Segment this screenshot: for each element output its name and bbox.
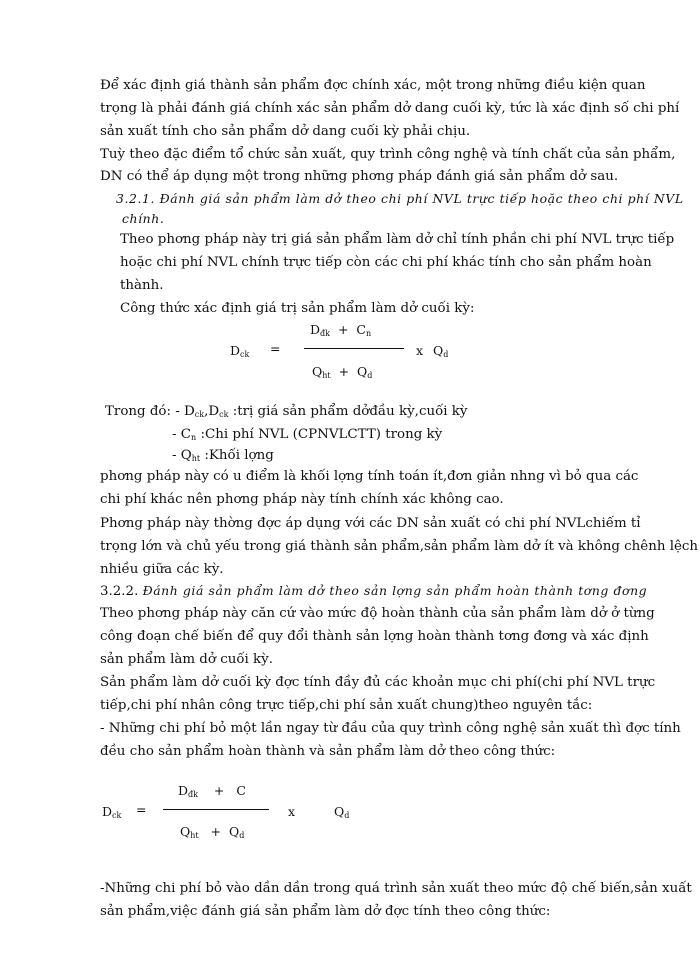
intro-line-1: Để xác định giá thành sản phẩm đợc chính xác, một trong những điều kiện quan bbox=[100, 78, 646, 93]
after-line-1: phơng pháp này có u điểm là khối lợng tính toán ít,đơn giản nhng vì bỏ qua các bbox=[100, 469, 639, 484]
legend-line-3: - Qht :Khối lợng bbox=[172, 448, 274, 463]
intro-line-4: Tuỳ theo đặc điểm tổ chức sản xuất, quy trình công nghệ và tính chất của sản phẩm, bbox=[100, 147, 676, 162]
section-322-para-line-3: sản phẩm làm dở cuối kỳ. bbox=[100, 652, 273, 667]
section-322-heading: 3.2.2. Đánh giá sản phẩm làm dở theo sản lợng sản phẩm hoàn thành tơng đơng bbox=[100, 583, 648, 599]
section-322-para-line-2: công đoạn chế biến để quy đổi thành sản lợng hoàn thành tơng đơng và xác định bbox=[100, 629, 649, 644]
formula-2-multiplier: Qd bbox=[334, 804, 350, 820]
end-line-2: sản phẩm,việc đánh giá sản phẩm làm dở đợc tính theo công thức: bbox=[100, 904, 551, 919]
formula-1-denominator: Qht + Qd bbox=[312, 364, 373, 380]
formula-2-equals: = bbox=[136, 802, 147, 817]
formula-1-fraction-bar bbox=[304, 348, 404, 349]
formula-2-lhs: Dck bbox=[102, 804, 122, 820]
section-322-para-line-4: Sản phẩm làm dở cuối kỳ đợc tính đầy đủ các khoản mục chi phí(chi phí NVL trực bbox=[100, 675, 656, 690]
after-line-3: Phơng pháp này thờng đợc áp dụng với các DN sản xuất có chi phí NVLchiếm tỉ bbox=[100, 516, 641, 531]
after-line-5: nhiều giữa các kỳ. bbox=[100, 562, 224, 577]
formula-1-multiplier: Qd bbox=[433, 343, 449, 359]
section-322-para-line-5: tiếp,chi phí nhân công trực tiếp,chi phí sản xuất chung)theo nguyên tắc: bbox=[100, 698, 593, 713]
formula-1-intro: Công thức xác định giá trị sản phẩm làm dở cuối kỳ: bbox=[120, 301, 475, 316]
formula-2-denominator: Qht + Qd bbox=[180, 824, 245, 840]
formula-2-times: x bbox=[288, 804, 296, 819]
legend-line-1: Trong đó: - Dck,Dck :trị giá sản phẩm dởđầu kỳ,cuối kỳ bbox=[105, 404, 468, 419]
after-line-4: trọng lớn và chủ yếu trong giá thành sản phẩm,sản phẩm làm dở ít và không chênh lệch bbox=[100, 539, 699, 554]
intro-line-2: trọng là phải đánh giá chính xác sản phẩm dở dang cuối kỳ, tức là xác định số chi phí bbox=[100, 101, 680, 116]
intro-line-3: sản xuất tính cho sản phẩm dở dang cuối kỳ phải chịu. bbox=[100, 124, 471, 139]
formula-1-lhs: Dck bbox=[230, 343, 250, 359]
formula-1-equals: = bbox=[270, 341, 281, 356]
section-322-para-line-6: - Những chi phí bỏ một lần ngay từ đầu của quy trình công nghệ sản xuất thì đợc tính bbox=[100, 721, 681, 736]
section-322-para-line-1: Theo phơng pháp này căn cứ vào mức độ hoàn thành của sản phẩm làm dở ở từng bbox=[100, 606, 655, 621]
section-321-para-line-3: thành. bbox=[120, 278, 164, 293]
section-321-para-line-1: Theo phơng pháp này trị giá sản phẩm làm dở chỉ tính phần chi phí NVL trực tiếp bbox=[120, 232, 675, 247]
legend-line-2: - Cn :Chi phí NVL (CPNVLCTT) trong kỳ bbox=[172, 427, 443, 442]
intro-line-5: DN có thể áp dụng một trong những phơng pháp đánh giá sản phẩm dở sau. bbox=[100, 169, 619, 184]
section-321-para-line-2: hoặc chi phí NVL chính trực tiếp còn các chi phí khác tính cho sản phẩm hoàn bbox=[120, 255, 652, 270]
formula-2-fraction-bar bbox=[163, 809, 269, 810]
after-line-2: chi phí khác nên phơng pháp này tính chính xác không cao. bbox=[100, 492, 504, 507]
end-line-1: -Những chi phí bỏ vào dần dần trong quá trình sản xuất theo mức độ chế biến,sản xuất bbox=[100, 881, 692, 896]
formula-2-numerator: Dđk + C bbox=[178, 783, 246, 799]
section-321-heading-line-2: chính. bbox=[122, 211, 165, 226]
formula-1-numerator: Dđk + Cn bbox=[310, 322, 372, 338]
section-321-heading-line-1: 3.2.1. Đánh giá sản phẩm làm dở theo chi phí NVL trực tiếp hoặc theo chi phí NVL bbox=[116, 191, 684, 206]
formula-1-times: x bbox=[416, 343, 424, 358]
section-322-para-line-7: đều cho sản phẩm hoàn thành và sản phẩm làm dở theo công thức: bbox=[100, 744, 556, 759]
